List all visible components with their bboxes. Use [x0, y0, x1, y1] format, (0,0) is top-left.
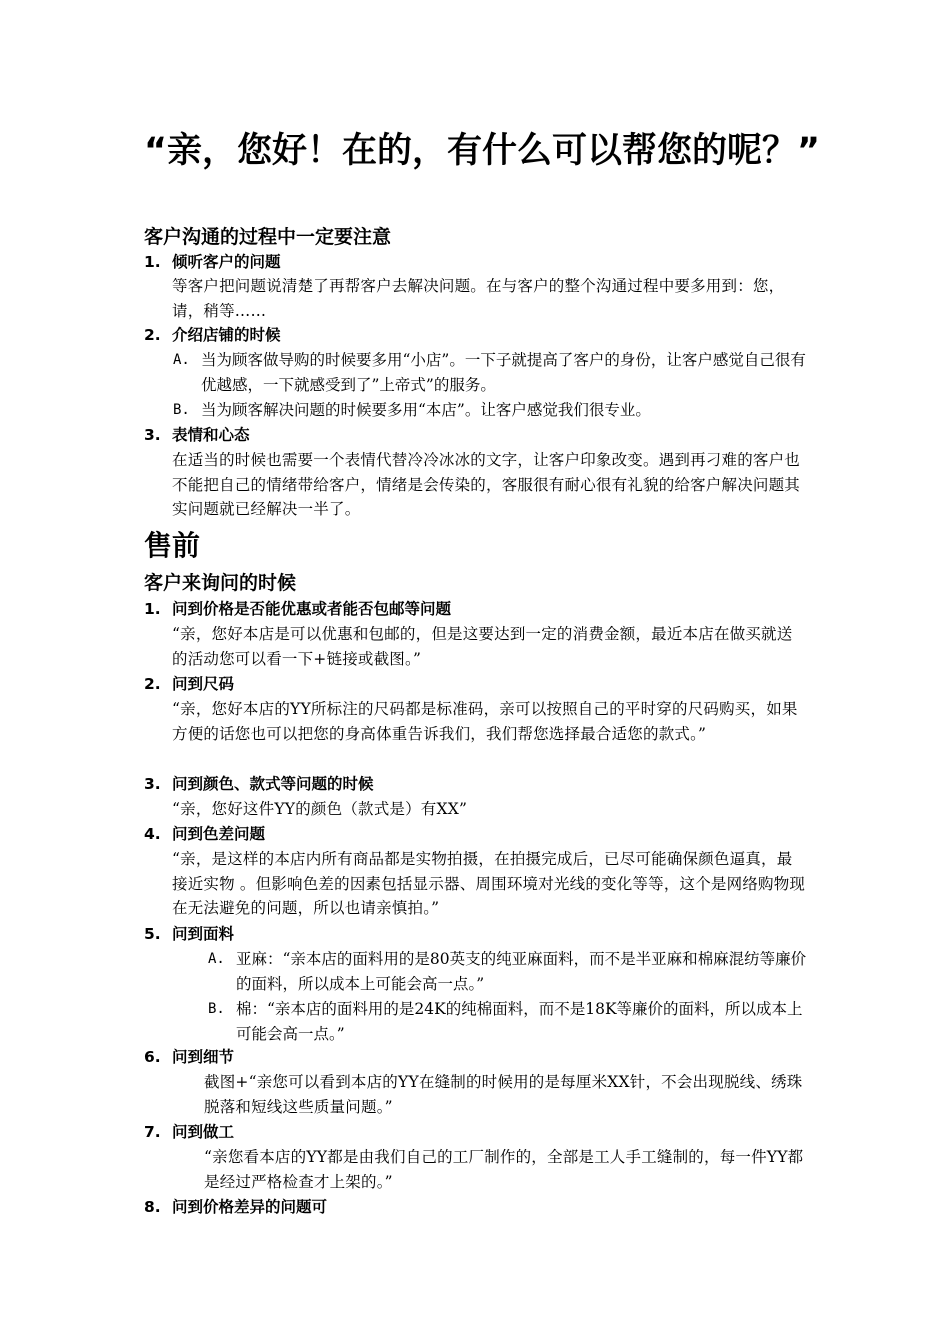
- list-item-body: “亲，您好本店是可以优惠和包邮的，但是这要达到一定的消费金额，最近本店在做买就送的活动您可以看一下+链接或截图。”: [172, 625, 793, 668]
- list-item-body: 等客户把问题说清楚了再帮客户去解决问题。在与客户的整个沟通过程中要多用到：您，请，稍等……: [172, 277, 785, 320]
- list-item-title: 问到做工: [172, 1123, 235, 1141]
- sub-item-text: 棉：“亲本店的面料用的是24K的纯棉面料，而不是18K等廉价的面料，所以成本上可能会高一点。”: [236, 1000, 803, 1043]
- list-number: 1.: [144, 253, 161, 271]
- sub-item-text: 亚麻：“亲本店的面料用的是80英支的纯亚麻面料，而不是半亚麻和棉麻混纺等廉价的面料，所以成本上可能会高一点。”: [236, 950, 807, 993]
- list-item-body: “亲，是这样的本店内所有商品都是实物拍摄，在拍摄完成后，已尽可能确保颜色逼真，最接近实物 。但影响色差的因素包括显示器、周围环境对光线的变化等等，这个是网络购物现在无法避免的问题，所以也请亲慎拍。”: [172, 850, 806, 917]
- section-heading-presale: 售前: [144, 529, 201, 562]
- sub-item: [208, 947, 808, 996]
- list-item-label: [144, 323, 281, 347]
- list-number: 2.: [144, 326, 161, 344]
- sub-item: [208, 997, 808, 1046]
- sub-item-text: 当为顾客做导购的时候要多用“小店”。一下子就提高了客户的身份，让客户感觉自己很有优越感，一下就感受到了”上帝式”的服务。: [201, 351, 806, 394]
- list-item-title: 问到尺码: [172, 675, 235, 693]
- list-item-title: 介绍店铺的时候: [172, 326, 281, 344]
- sub-item-text: 当为顾客解决问题的时候要多用“本店”。让客户感觉我们很专业。: [201, 401, 651, 419]
- sub-item: [173, 348, 808, 397]
- list-item-label: [144, 597, 451, 621]
- list-item-title: 问到价格差异的问题可: [172, 1198, 328, 1216]
- list-item-label: [144, 672, 234, 696]
- list-item-body: “亲您看本店的YY都是由我们自己的工厂制作的，全部是工人手工缝制的，每一件YY都是经过严格检查才上架的。”: [204, 1148, 804, 1191]
- list-item-title: 问到色差问题: [172, 825, 266, 843]
- sub-item: [173, 398, 808, 423]
- section-heading-communication: 客户沟通的过程中一定要注意: [144, 226, 392, 248]
- list-item-label: [144, 1195, 327, 1219]
- list-item-title: 问到细节: [172, 1048, 235, 1066]
- list-item-label: [144, 922, 234, 946]
- list-item-label: [144, 1120, 234, 1144]
- list-number: 3.: [144, 426, 161, 444]
- list-number: 6.: [144, 1048, 161, 1066]
- list-item-body: “亲，您好这件YY的颜色（款式是）有XX”: [172, 800, 468, 818]
- list-number: 5.: [144, 925, 161, 943]
- list-item-title: 问到价格是否能优惠或者能否包邮等问题: [172, 600, 452, 618]
- list-item-body: 在适当的时候也需要一个表情代替冷冷冰冰的文字，让客户印象改变。遇到再刁难的客户也不能把自己的情绪带给客户，情绪是会传染的，客服很有耐心很有礼貌的给客户解决问题其实问题就已经解决一半了。: [172, 451, 801, 518]
- list-number: 3.: [144, 775, 161, 793]
- list-number: 4.: [144, 825, 161, 843]
- list-number: 2.: [144, 675, 161, 693]
- list-item-title: 倾听客户的问题: [172, 253, 281, 271]
- page-title: “亲，您好！在的，有什么可以帮您的呢？”: [144, 131, 821, 171]
- list-number: 1.: [144, 600, 161, 618]
- list-item-title: 问到颜色、款式等问题的时候: [172, 775, 374, 793]
- list-item-body: 截图+“亲您可以看到本店的YY在缝制的时候用的是每厘米XX针，不会出现脱线、绣珠脱落和短线这些质量问题。”: [204, 1073, 803, 1116]
- list-item-label: [144, 1045, 234, 1069]
- list-number: 7.: [144, 1123, 161, 1141]
- list-item-label: [144, 423, 250, 447]
- list-item-body: “亲，您好本店的YY所标注的尺码都是标准码，亲可以按照自己的平时穿的尺码购买，如果方便的话您也可以把您的身高体重告诉我们，我们帮您选择最合适您的款式。”: [172, 700, 798, 743]
- sub-item-mark: A.: [208, 951, 225, 967]
- list-item-label: [144, 822, 265, 846]
- list-item-title: 表情和心态: [172, 426, 250, 444]
- sub-item-mark: B.: [208, 1001, 225, 1017]
- list-item-label: [144, 250, 281, 274]
- list-item-title: 问到面料: [172, 925, 235, 943]
- subsection-heading-inquiry: 客户来询问的时候: [144, 572, 297, 594]
- list-item-label: [144, 772, 374, 796]
- sub-item-mark: B.: [173, 402, 190, 418]
- list-number: 8.: [144, 1198, 161, 1216]
- sub-item-mark: A.: [173, 352, 190, 368]
